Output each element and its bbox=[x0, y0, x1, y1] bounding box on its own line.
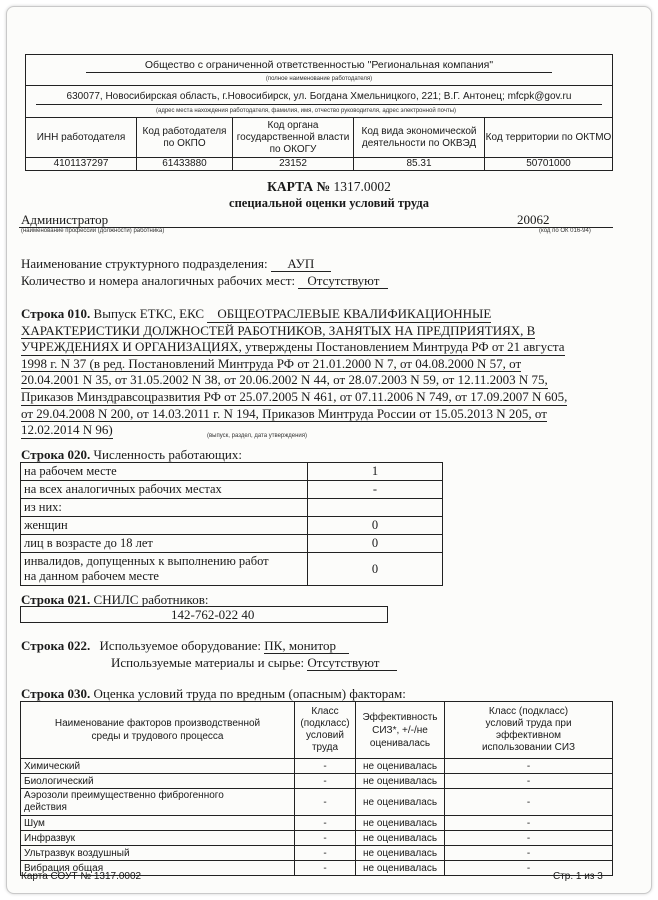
headcount-name bbox=[21, 553, 308, 586]
card-subtitle: специальной оценки условий труда bbox=[229, 196, 429, 210]
class-siz-header-line2: условий труда при bbox=[485, 718, 572, 729]
table-row bbox=[21, 535, 443, 553]
row010-prefix: Выпуск ЕТКС, ЕКС bbox=[93, 306, 205, 321]
code-value-oktmo: 50701000 bbox=[485, 158, 613, 171]
class-header-line4: труда bbox=[311, 742, 339, 753]
factor-class: - bbox=[295, 759, 356, 774]
efficiency-header-line1: Эффективность bbox=[362, 711, 438, 723]
table-row bbox=[21, 759, 613, 774]
row010-line-5: Приказов Минздравсоцразвития РФ от 25.07.2005 N 461, от 07.11.2006 N 749, от 17.09.2007 N 605, bbox=[21, 388, 568, 404]
row010-block bbox=[21, 306, 621, 439]
factor-class-siz: - bbox=[445, 789, 613, 816]
materials-value: Отсутствуют bbox=[307, 655, 397, 671]
card-number: 1317.0002 bbox=[333, 179, 391, 194]
factor-header bbox=[21, 702, 295, 759]
row021-title: СНИЛС работников: bbox=[93, 592, 209, 607]
code-header-okogu: Код органа государственной власти по ОКОГУ bbox=[233, 118, 354, 158]
class-header-line1: Класс bbox=[311, 706, 339, 717]
row030-label: Строка 030. bbox=[21, 686, 91, 701]
table-row bbox=[21, 517, 443, 535]
employer-address-cell bbox=[26, 86, 613, 118]
profession-name-caption: (наименование профессии (должности) работника) bbox=[21, 228, 165, 234]
table-row bbox=[21, 816, 613, 831]
table-row bbox=[21, 463, 443, 481]
row010-line-3: 1998 г. N 37 (в ред. Постановлений Минтруда РФ от 21.01.2000 N 7, от 04.08.2000 N 57, от bbox=[21, 355, 522, 371]
headcount-value: 0 bbox=[308, 535, 443, 553]
headcount-name: женщин bbox=[21, 517, 308, 535]
factor-name bbox=[21, 789, 295, 816]
code-header-inn: ИНН работодателя bbox=[26, 118, 137, 158]
factor-efficiency: не оценивалась bbox=[356, 861, 445, 876]
table-row bbox=[21, 481, 443, 499]
factor-efficiency: не оценивалась bbox=[356, 846, 445, 861]
row010-line-1: ХАРАКТЕРИСТИКИ ДОЛЖНОСТЕЙ РАБОТНИКОВ, ЗАНЯТЫХ НА ПРЕДПРИЯТИЯХ, В bbox=[21, 322, 536, 338]
factor-class: - bbox=[295, 861, 356, 876]
employer-address-caption: (адрес места нахождения работодателя, фамилия, имя, отчество руководителя, адрес электронной почты) bbox=[36, 104, 602, 117]
headcount-value: 0 bbox=[308, 553, 443, 586]
table-row bbox=[21, 789, 613, 816]
snils-value: 142-762-022 40 bbox=[171, 607, 255, 622]
document-page bbox=[6, 6, 652, 894]
profession-code-caption: (код по ОК 016-94) bbox=[539, 228, 591, 234]
factor-efficiency: не оценивалась bbox=[356, 816, 445, 831]
unit-value: АУП bbox=[271, 256, 331, 272]
headcount-name-line1: инвалидов, допущенных к выполнению работ bbox=[24, 554, 269, 568]
factor-header-line1: Наименование факторов производственной bbox=[54, 718, 261, 729]
efficiency-header bbox=[356, 702, 445, 759]
class-header bbox=[295, 702, 356, 759]
employer-name-cell bbox=[26, 55, 613, 86]
factor-name: Шум bbox=[21, 816, 295, 831]
factor-class: - bbox=[295, 831, 356, 846]
factor-name: Инфразвук bbox=[21, 831, 295, 846]
efficiency-header-line3: оценивалась bbox=[369, 737, 431, 749]
factor-class: - bbox=[295, 816, 356, 831]
headcount-table bbox=[20, 462, 443, 586]
row020-label: Строка 020. bbox=[21, 447, 91, 462]
code-value-okpo: 61433880 bbox=[137, 158, 233, 171]
employer-address: 630077, Новосибирская область, г.Новосибирск, ул. Богдана Хмельницкого, 221; В.Г. Антонец; mfcpk@gov.ru bbox=[66, 91, 572, 102]
row030-heading bbox=[21, 686, 406, 701]
row010-line-4: 20.04.2001 N 35, от 31.05.2002 N 38, от 20.06.2002 N 44, от 28.07.2003 N 59, от 12.11.2003 N 75, bbox=[21, 372, 548, 388]
card-title-prefix: КАРТА № bbox=[267, 179, 331, 194]
places-value: Отсутствуют bbox=[298, 273, 388, 289]
code-header-okpo: Код работодателя по ОКПО bbox=[137, 118, 233, 158]
unit-label: Наименование структурного подразделения: bbox=[21, 256, 268, 271]
factor-efficiency: не оценивалась bbox=[356, 774, 445, 789]
equipment-label: Используемое оборудование: bbox=[99, 638, 262, 653]
footer-page-number: Стр. 1 из 3 bbox=[553, 871, 603, 882]
places-line bbox=[21, 273, 388, 289]
row010-label: Строка 010. bbox=[21, 306, 91, 321]
headcount-name: на рабочем месте bbox=[21, 463, 308, 481]
footer-card-ref: Карта СОУТ № 1317.0002 bbox=[21, 871, 142, 882]
table-row bbox=[21, 553, 443, 586]
headcount-name-line2: на данном рабочем месте bbox=[24, 569, 159, 583]
row010-line-6: от 29.04.2008 N 200, от 14.03.2011 г. N 194, Приказов Минтруда России от 15.05.2013 N 205, от bbox=[21, 405, 547, 421]
table-row bbox=[21, 499, 443, 517]
employer-name-caption: (полное наименование работодателя) bbox=[86, 72, 552, 85]
table-row bbox=[21, 831, 613, 846]
class-siz-header-line1: Класс (подкласс) bbox=[488, 706, 569, 717]
code-value-okogu: 23152 bbox=[233, 158, 354, 171]
factor-class-siz: - bbox=[445, 831, 613, 846]
factor-class-siz: - bbox=[445, 816, 613, 831]
row010-line-7: 12.02.2014 N 96) bbox=[21, 422, 113, 438]
card-title bbox=[7, 179, 651, 195]
class-siz-header bbox=[445, 702, 613, 759]
factor-class-siz: - bbox=[445, 861, 613, 876]
factor-efficiency: не оценивалась bbox=[356, 789, 445, 816]
headcount-name: на всех аналогичных рабочих местах bbox=[21, 481, 308, 499]
factor-class: - bbox=[295, 846, 356, 861]
class-header-line3: условий bbox=[306, 730, 344, 741]
factor-header-line2: среды и трудового процесса bbox=[91, 731, 224, 742]
code-header-okved: Код вида экономической деятельности по ОКВЭД bbox=[354, 118, 485, 158]
headcount-name: из них: bbox=[21, 499, 308, 517]
class-header-line2: (подкласс) bbox=[300, 718, 350, 729]
table-row bbox=[21, 774, 613, 789]
factor-class-siz: - bbox=[445, 846, 613, 861]
row020-title: Численность работающих: bbox=[93, 447, 242, 462]
factors-header-row bbox=[21, 702, 613, 759]
code-header-oktmo: Код территории по ОКТМО bbox=[485, 118, 613, 158]
code-value-inn: 4101137297 bbox=[26, 158, 137, 171]
unit-line bbox=[21, 256, 331, 272]
factor-name: Вибрация общая bbox=[21, 861, 295, 876]
row010-first-line bbox=[21, 306, 621, 323]
efficiency-header-line2: СИЗ*, +/-/не bbox=[372, 724, 428, 736]
table-row bbox=[21, 846, 613, 861]
row021-heading bbox=[21, 592, 208, 607]
factor-name: Химический bbox=[21, 759, 295, 774]
row021-label: Строка 021. bbox=[21, 592, 91, 607]
factor-efficiency: не оценивалась bbox=[356, 831, 445, 846]
factor-class: - bbox=[295, 789, 356, 816]
class-siz-header-line3: эффективном bbox=[495, 730, 562, 741]
equipment-value: ПК, монитор bbox=[264, 638, 349, 654]
profession-code: 20062 bbox=[517, 212, 550, 227]
row022-label: Строка 022. bbox=[21, 638, 91, 653]
factor-efficiency: не оценивалась bbox=[356, 759, 445, 774]
row010-line-2: УЧРЕЖДЕНИЯХ И ОРГАНИЗАЦИЯХ, утверждены Постановлением Минтруда РФ от 21 августа bbox=[21, 339, 565, 355]
headcount-value: - bbox=[308, 481, 443, 499]
headcount-value: 0 bbox=[308, 517, 443, 535]
factors-table bbox=[20, 701, 613, 876]
factor-name: Ультразвук воздушный bbox=[21, 846, 295, 861]
headcount-value bbox=[308, 499, 443, 517]
class-siz-header-line4: использовании СИЗ bbox=[481, 742, 576, 753]
row022-materials bbox=[111, 655, 397, 671]
factor-name-line2: действия bbox=[24, 802, 67, 813]
employer-name: Общество с ограниченной ответственностью "Региональная компания" bbox=[144, 59, 494, 71]
employer-table bbox=[25, 54, 613, 171]
factor-name: Биологический bbox=[21, 774, 295, 789]
row022-equipment bbox=[21, 638, 349, 654]
row010-caption: (выпуск, раздел, дата утверждения) bbox=[207, 433, 308, 439]
headcount-value: 1 bbox=[308, 463, 443, 481]
row030-title: Оценка условий труда по вредным (опасным) факторам: bbox=[93, 686, 406, 701]
materials-label: Используемые материалы и сырье: bbox=[111, 655, 305, 670]
code-value-okved: 85.31 bbox=[354, 158, 485, 171]
profession-name: Администратор bbox=[21, 212, 109, 227]
factor-class: - bbox=[295, 774, 356, 789]
headcount-name: лиц в возрасте до 18 лет bbox=[21, 535, 308, 553]
factor-class-siz: - bbox=[445, 759, 613, 774]
factor-class-siz: - bbox=[445, 774, 613, 789]
places-label: Количество и номера аналогичных рабочих мест: bbox=[21, 273, 296, 288]
row010-line-0: ОБЩЕОТРАСЛЕВЫЕ КВАЛИФИКАЦИОННЫЕ bbox=[207, 306, 491, 323]
factor-name-line1: Аэрозоли преимущественно фиброгенного bbox=[24, 790, 224, 801]
row020-heading bbox=[21, 447, 242, 462]
snils-box bbox=[20, 606, 388, 623]
